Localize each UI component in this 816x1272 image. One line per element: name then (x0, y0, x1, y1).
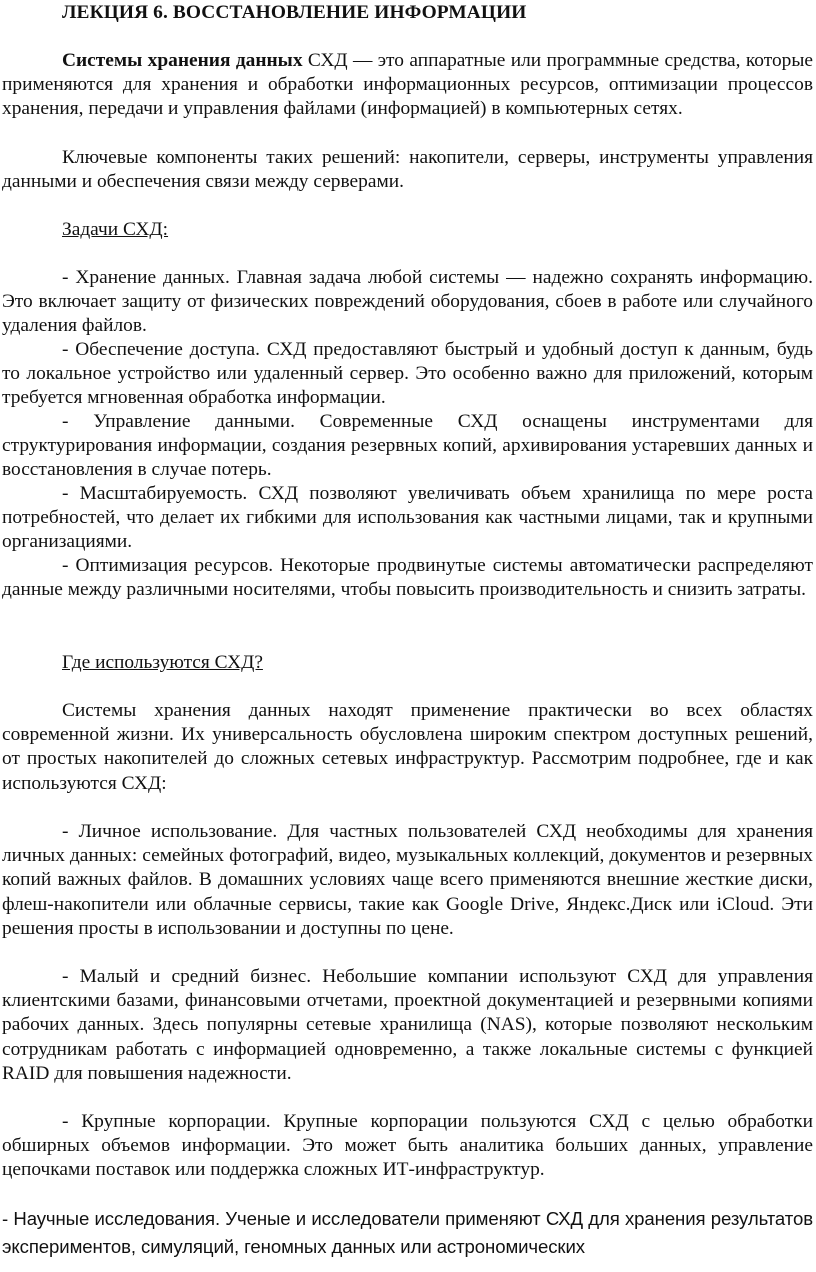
task-scalability: - Масштабируемость. СХД позволяют увеличивать объем хранилища по мере роста потребностей, что делает их гибкими для использования как частными лицами, так и крупными организациями. (2, 483, 813, 553)
usage-small-business: - Малый и средний бизнес. Небольшие компании используют СХД для управления клиентскими базами, финансовыми отчетами, проектной документацией и резервными копиями рабочих данных. Здесь популярны сетевые хранилища (NAS), которые позволяют нескольким сотрудникам работать с информацией одновременно, а также локальные системы с функцией RAID для повышения надежности. (2, 966, 813, 1084)
intro-term: Системы хранения данных (62, 50, 303, 71)
task-storage: - Хранение данных. Главная задача любой системы — надежно сохранять информацию. Это включает защиту от физических повреждений оборудования, сбоев в работе или случайного удаления файлов. (2, 267, 813, 337)
usage-personal: - Личное использование. Для частных пользователей СХД необходимы для хранения личных данных: семейных фотографий, видео, музыкальных коллекций, документов и резервных копий важных файлов. В домашних условиях чаще всего применяются внешние жесткие диски, флеш-накопители или облачные сервисы, такие как Google Drive, Яндекс.Диск или iCloud. Эти решения просты в использовании и доступны по цене. (2, 821, 813, 939)
page-title: ЛЕКЦИЯ 6. ВОССТАНОВЛЕНИЕ ИНФОРМАЦИИ (62, 2, 527, 23)
key-components-paragraph: Ключевые компоненты таких решений: накопители, серверы, инструменты управления данными и обеспечения связи между серверами. (2, 147, 813, 193)
task-access: - Обеспечение доступа. СХД предоставляют быстрый и удобный доступ к данным, будь то локальное устройство или удаленный сервер. Это особенно важно для приложений, которым требуется мгновенная обработка информации. (2, 339, 813, 409)
usage-heading (2, 651, 813, 675)
intro-text: СХД — это аппаратные или программные средства, которые применяются для хранения и обработки информационных ресурсов, оптимизации процессов хранения, передачи и управления файлами (информацией) в компьютерных сетях. (2, 50, 813, 120)
task-management: - Управление данными. Современные СХД оснащены инструментами для структурирования информации, создания резервных копий, архивирования устаревших данных и восстановления в случае потерь. (2, 411, 813, 481)
tasks-heading (2, 218, 813, 242)
intro-paragraph (2, 49, 813, 122)
task-optimization: - Оптимизация ресурсов. Некоторые продвинутые системы автоматически распределяют данные между различными носителями, чтобы повысить производительность и снизить затраты. (2, 555, 813, 601)
usage-corporations: - Крупные корпорации. Крупные корпорации пользуются СХД с целью обработки обширных объемов информации. Это может быть аналитика больших данных, управление цепочками поставок или поддержка сложных ИТ-инфраструктур. (2, 1111, 813, 1181)
tasks-heading-text: Задачи СХД: (62, 219, 169, 240)
usage-intro-paragraph: Системы хранения данных находят применение практически во всех областях современной жизни. Их универсальность обусловлена широким спектром доступных решений, от простых накопителей до сложных сетевых инфраструктур. Рассмотрим подробнее, где и как используются СХД: (2, 700, 813, 794)
usage-heading-text: Где используются СХД? (62, 652, 263, 673)
usage-research: - Научные исследования. Ученые и исследователи применяют СХД для хранения результатов экспериментов, симуляций, геномных данных или астрономических (2, 1208, 813, 1257)
